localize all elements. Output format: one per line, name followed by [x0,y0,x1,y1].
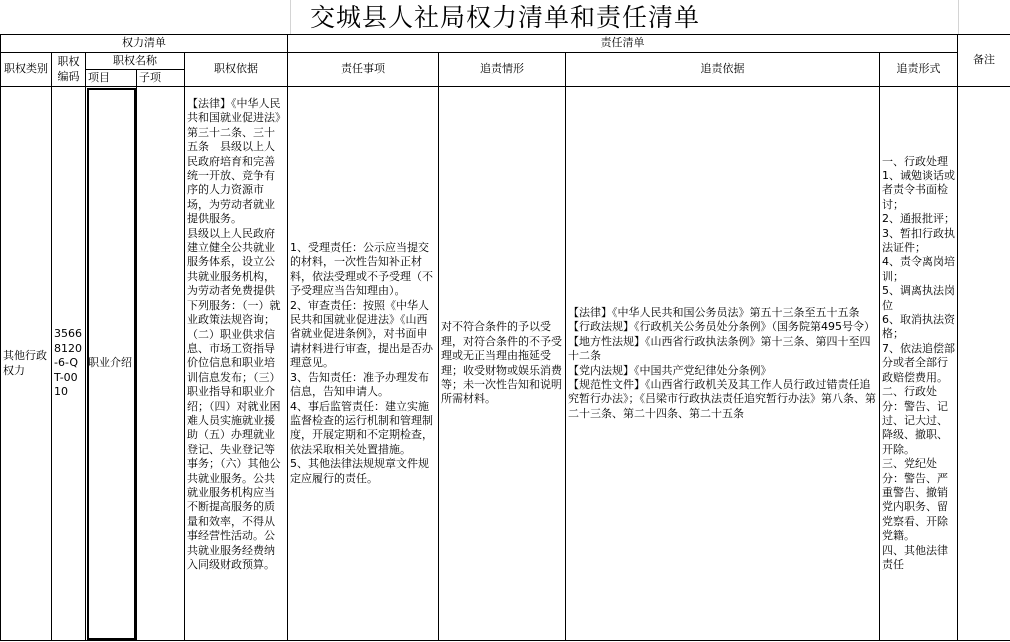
header-power-code: 职权编码 [52,53,86,87]
cell-remarks[interactable] [958,87,1010,641]
cell-accountability-basis[interactable]: 【法律】《中华人民共和国公务员法》第五十三条至五十五条 【行政法规】《行政机关公务员处分条例》（国务院第495号令） 【地方性法规】《山西省行政执法条例》第十三条、第四十至四十二条 【党内法规】《中国共产党纪律处分条例》 【规范性文件】《山西省行政机关及其工作人员行政过错责任追究暂行办法》；《吕梁市行政执法责任追究暂行办法》第八条、第二十三条、第二十四条、第二十五条 [566,87,880,641]
cell-power-basis[interactable]: 【法律】《中华人民共和国就业促进法》第三十二条、三十五条 县级以上人民政府培育和完善统一开放、竞争有序的人力资源市场，为劳动者就业提供服务。 县级以上人民政府建立健全公共就业服务体系，设立公共就业服务机构，为劳动者免费提供下列服务：（一）就业政策法规咨询；（二）职业供求信息、市场工资指导价位信息和职业培训信息发布；（三）职业指导和职业介绍；（四）对就业困难人员实施就业援助（五）办理就业登记、失业登记等事务；（六）其他公共就业服务。公共就业服务机构应当不断提高服务的质量和效率，不得从事经营性活动。公共就业服务经费纳入同级财政预算。 [185,87,288,641]
header-accountability-circumstances: 追责情形 [439,53,566,87]
sheet-gridline [290,0,291,34]
header-item: 项目 [86,70,137,87]
cell-subitem[interactable] [137,87,185,641]
cell-accountability-circumstances[interactable]: 对不符合条件的予以受理，对符合条件的不予受理或无正当理由拖延受理；收受财物或娱乐消费等；未一次性告知和说明所需材料。 [439,87,566,641]
cell-item[interactable]: 职业介绍 [86,87,137,641]
header-power-category: 职权类别 [1,53,52,87]
header-power-list: 权力清单 [1,35,288,53]
sheet-gridline [958,0,959,34]
header-remarks: 备注 [958,35,1010,87]
header-subitem: 子项 [137,70,185,87]
cell-responsibilities[interactable]: 1、受理责任：公示应当提交的材料，一次性告知补正材料，依法受理或不予受理（不予受理应当告知理由）。 2、审查责任：按照《中华人民共和国就业促进法》《山西省就业促进条例》，对书面申请材料进行审查，提出是否办理意见。 3、告知责任：准予办理发布信息，告知申请人。 4、事后监管责任：建立实施监督检查的运行机制和管理制度，开展定期和不定期检查，依法采取相关处置措施。 5、其他法律法规规章文件规定应履行的责任。 [288,87,439,641]
cell-category[interactable]: 其他行政权力 [1,87,52,641]
header-power-name: 职权名称 [86,53,185,70]
page-title: 交城县人社局权力清单和责任清单 [309,3,700,32]
header-responsibility-list: 责任清单 [288,35,958,53]
header-accountability-basis: 追责依据 [566,53,880,87]
cell-code[interactable]: 35668120-6-QT-0010 [52,87,86,641]
header-accountability-form: 追责形式 [880,53,958,87]
header-responsibility-items: 责任事项 [288,53,439,87]
power-responsibility-table [0,34,1010,641]
cell-accountability-form[interactable]: 一、行政处理1、诫勉谈话或者责令书面检讨； 2、通报批评； 3、暂扣行政执法证件； 4、责令离岗培训； 5、调离执法岗位 6、取消执法资格； 7、依法追偿部分或者全部行政赔偿费用。 二、行政处分：警告、记过、记大过、降级、撤职、开除。 三、党纪处分：警告、严重警告、撤销党内职务、留党察看、开除党籍。 四、其他法律责任 [880,87,958,641]
header-power-basis: 职权依据 [185,53,288,87]
